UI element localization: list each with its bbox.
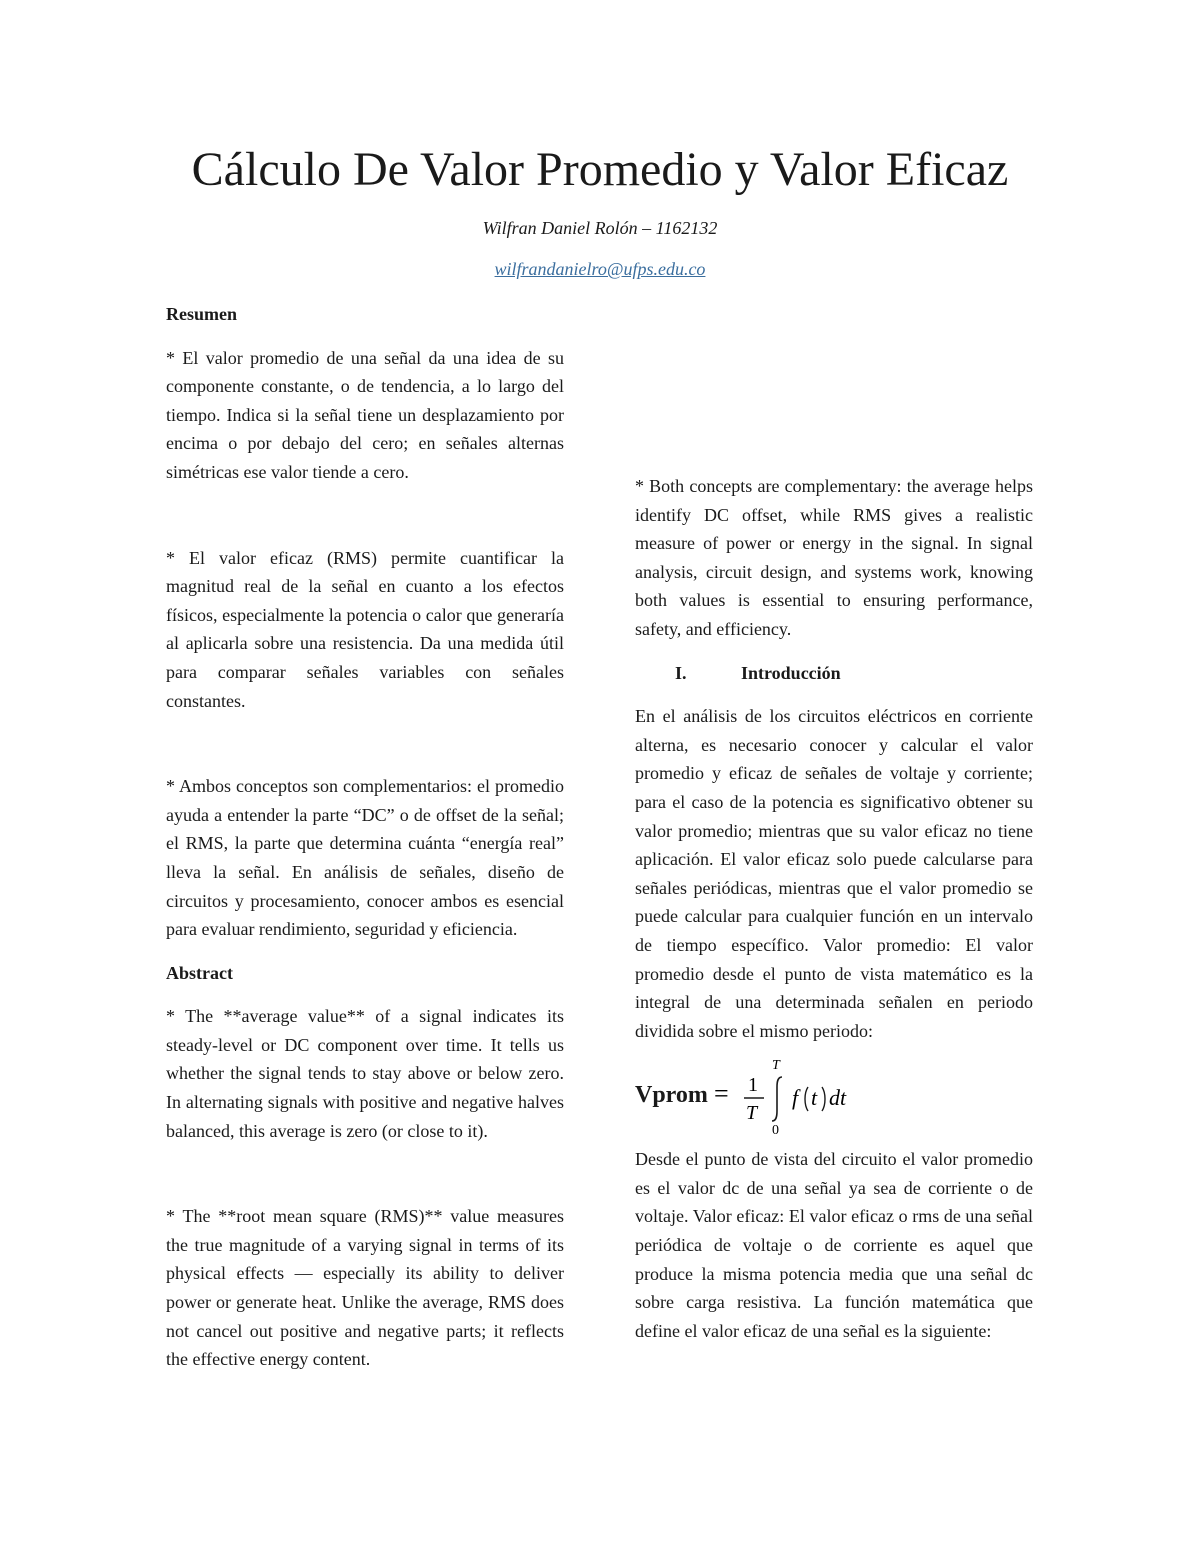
intro-paragraph-2: Desde el punto de vista del circuito el valor promedio es el valor dc de una señal ya sea de corriente o de voltaje. Valor eficaz: El valor eficaz o rms de una señal periódica de voltaje o de corriente es aquel que produce la misma potencia media que una señal dc sobre carga resistiva. La función matemática que define el valor eficaz de una señal es la siguiente: <box>635 1149 1033 1341</box>
integrand-function: f <box>791 1085 799 1111</box>
formula-denominator: T <box>745 1102 758 1125</box>
section-heading-introduccion <box>635 659 1033 688</box>
formula-differential: dt <box>828 1085 847 1111</box>
author-email-link[interactable]: wilfrandanielro@ufps.edu.co <box>494 259 706 279</box>
resumen-paragraph-3: * Ambos conceptos son complementarios: el promedio ayuda a entender la parte “DC” o de offset de la señal; el RMS, la parte que determina cuánta “energía real” lleva la señal. En análisis de señales, diseño de circuitos y procesamiento, conocer ambos es esencial para evaluar rendimiento, seguridad y eficiencia. <box>166 776 564 940</box>
intro-paragraph-1: En el análisis de los circuitos eléctricos en corriente alterna, es necesario conocer y calcular el valor promedio y eficaz de señales de voltaje y corriente; para el caso de la potencia es significativo obtener su valor promedio; mientras que su valor eficaz no tiene aplicación. El valor eficaz solo puede calcularse para señales periódicas, mientras que el valor promedio se puede calcular para cualquier función en un intervalo de tiempo específico. Valor promedio: El valor promedio desde el punto de vista matemático es la integral de una determinada señalen en periodo dividida sobre el mismo periodo: <box>635 706 1033 1041</box>
section-title: Introducción <box>741 662 841 683</box>
left-paren-icon <box>805 1087 808 1111</box>
right-paren-icon <box>822 1087 825 1111</box>
resumen-heading: Resumen <box>166 304 237 324</box>
average-value-formula <box>635 1055 1033 1135</box>
author-line: Wilfran Daniel Rolón – 1162132 <box>482 218 718 238</box>
left-column <box>166 300 564 1374</box>
abstract-paragraph-3: * Both concepts are complementary: the average helps identify DC offset, while RMS gives a realistic measure of power or energy in the signal. In signal analysis, circuit design, and systems work, knowing both values is essential to ensuring performance, safety, and efficiency. <box>635 476 1033 639</box>
integral-upper-limit: T <box>771 1058 780 1074</box>
paper-title: Cálculo De Valor Promedio y Valor Eficaz <box>191 143 1009 196</box>
right-column <box>635 300 1033 1345</box>
integral-icon <box>772 1077 782 1121</box>
resumen-paragraph-1: * El valor promedio de una señal da una idea de su componente constante, o de tendencia, a lo largo del tiempo. Indica si la señal tiene un desplazamiento por encima o por debajo del cero; en señales alternas simétricas ese valor tiende a cero. <box>166 347 564 482</box>
abstract-paragraph-1: * The **average value** of a signal indicates its steady-level or DC component over time. It tells us whether the signal tends to stay above or below zero. In alternating signals with positive and negative halves balanced, this average is zero (or close to it). <box>166 1006 564 1141</box>
abstract-paragraph-2: * The **root mean square (RMS)** value measures the true magnitude of a varying signal in terms of its physical effects — especially its ability to deliver power or generate heat. Unlike the average, RMS does not cancel out positive and negative parts; it reflects the effective energy content. <box>166 1206 564 1370</box>
formula-lhs: Vprom <box>635 1081 708 1108</box>
section-number: I. <box>675 662 687 683</box>
formula-expression <box>708 1055 928 1135</box>
formula-numerator: 1 <box>747 1074 758 1097</box>
integrand-variable: t <box>810 1085 818 1111</box>
formula-equals: = <box>713 1079 729 1109</box>
integral-lower-limit: 0 <box>771 1123 779 1136</box>
abstract-heading: Abstract <box>166 962 233 983</box>
resumen-paragraph-2: * El valor eficaz (RMS) permite cuantificar la magnitud real de la señal en cuanto a los efectos físicos, especialmente la potencia o calor que generaría al aplicarla sobre una resistencia. Da una medida útil para comparar señales variables con señales constantes. <box>166 547 564 711</box>
